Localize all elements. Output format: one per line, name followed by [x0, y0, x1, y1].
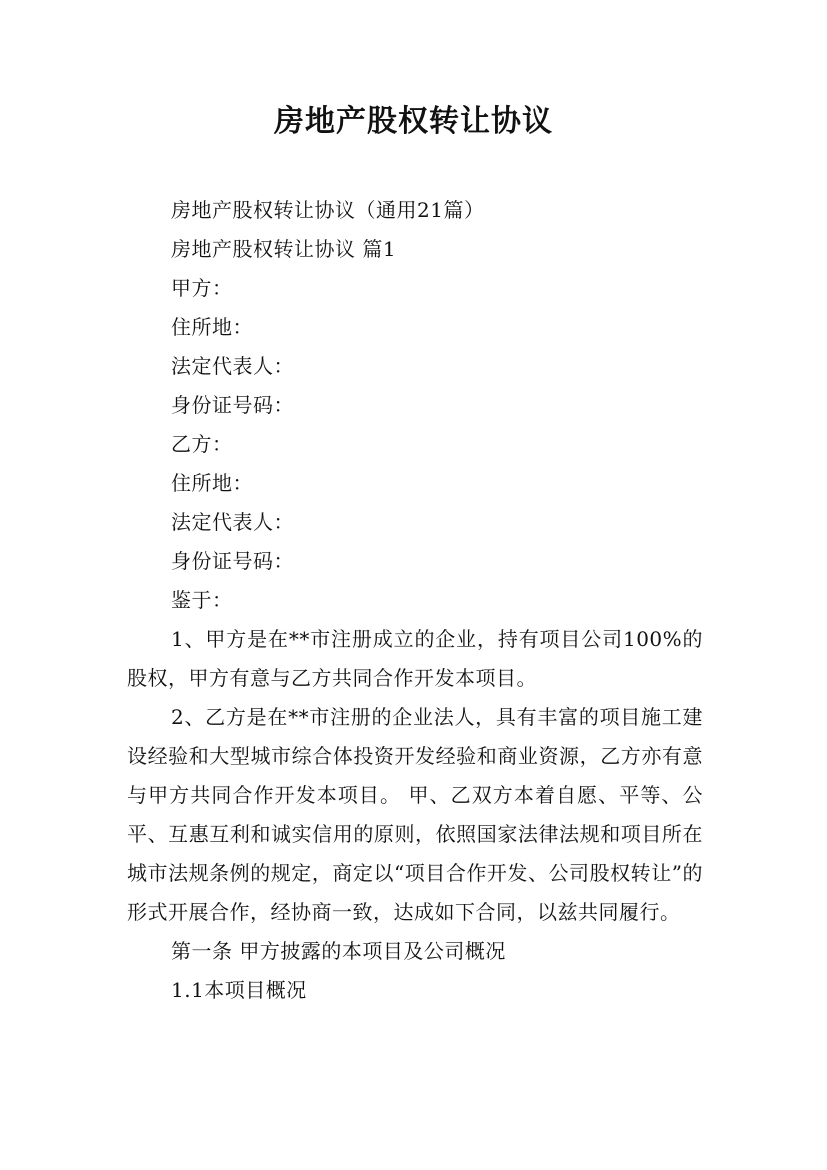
- paragraph-party-a-address: 住所地：: [171, 315, 253, 339]
- paragraph-whereas: 鉴于：: [171, 588, 233, 612]
- paragraph-party-a: 甲方：: [171, 276, 233, 300]
- paragraph-party-b: 乙方：: [171, 432, 233, 456]
- paragraph-party-a-representative: 法定代表人：: [171, 354, 294, 378]
- paragraph-subtitle: 房地产股权转让协议（通用21篇）: [171, 198, 485, 222]
- document-body: [127, 191, 703, 1010]
- paragraph-party-a-id-number: 身份证号码：: [171, 393, 294, 417]
- paragraph-section-heading: 房地产股权转让协议 篇1: [171, 237, 397, 261]
- paragraph-clause-1: 1、甲方是在**市注册成立的企业，持有项目公司100%的股权，甲方有意与乙方共同合作开发本项目。: [127, 627, 703, 690]
- paragraph-clause-2: 2、乙方是在**市注册的企业法人，具有丰富的项目施工建设经验和大型城市综合体投资开发经验和商业资源，乙方亦有意与甲方共同合作开发本项目。 甲、乙双方本着自愿、平等、公平、互惠互利和诚实信用的原则，依照国家法律法规和项目所在城市法规条例的规定，商定以“项目合作开发、公司股权转让”的形式开展合作，经协商一致，达成如下合同，以兹共同履行。: [127, 705, 703, 924]
- paragraph-party-b-address: 住所地：: [171, 471, 253, 495]
- paragraph-party-b-id-number: 身份证号码：: [171, 549, 294, 573]
- paragraph-article-1-heading: 第一条 甲方披露的本项目及公司概况: [171, 939, 506, 963]
- paragraph-section-1-1: 1.1本项目概况: [171, 978, 307, 1002]
- document-title: 房地产股权转让协议: [274, 104, 553, 139]
- paragraph-party-b-representative: 法定代表人：: [171, 510, 294, 534]
